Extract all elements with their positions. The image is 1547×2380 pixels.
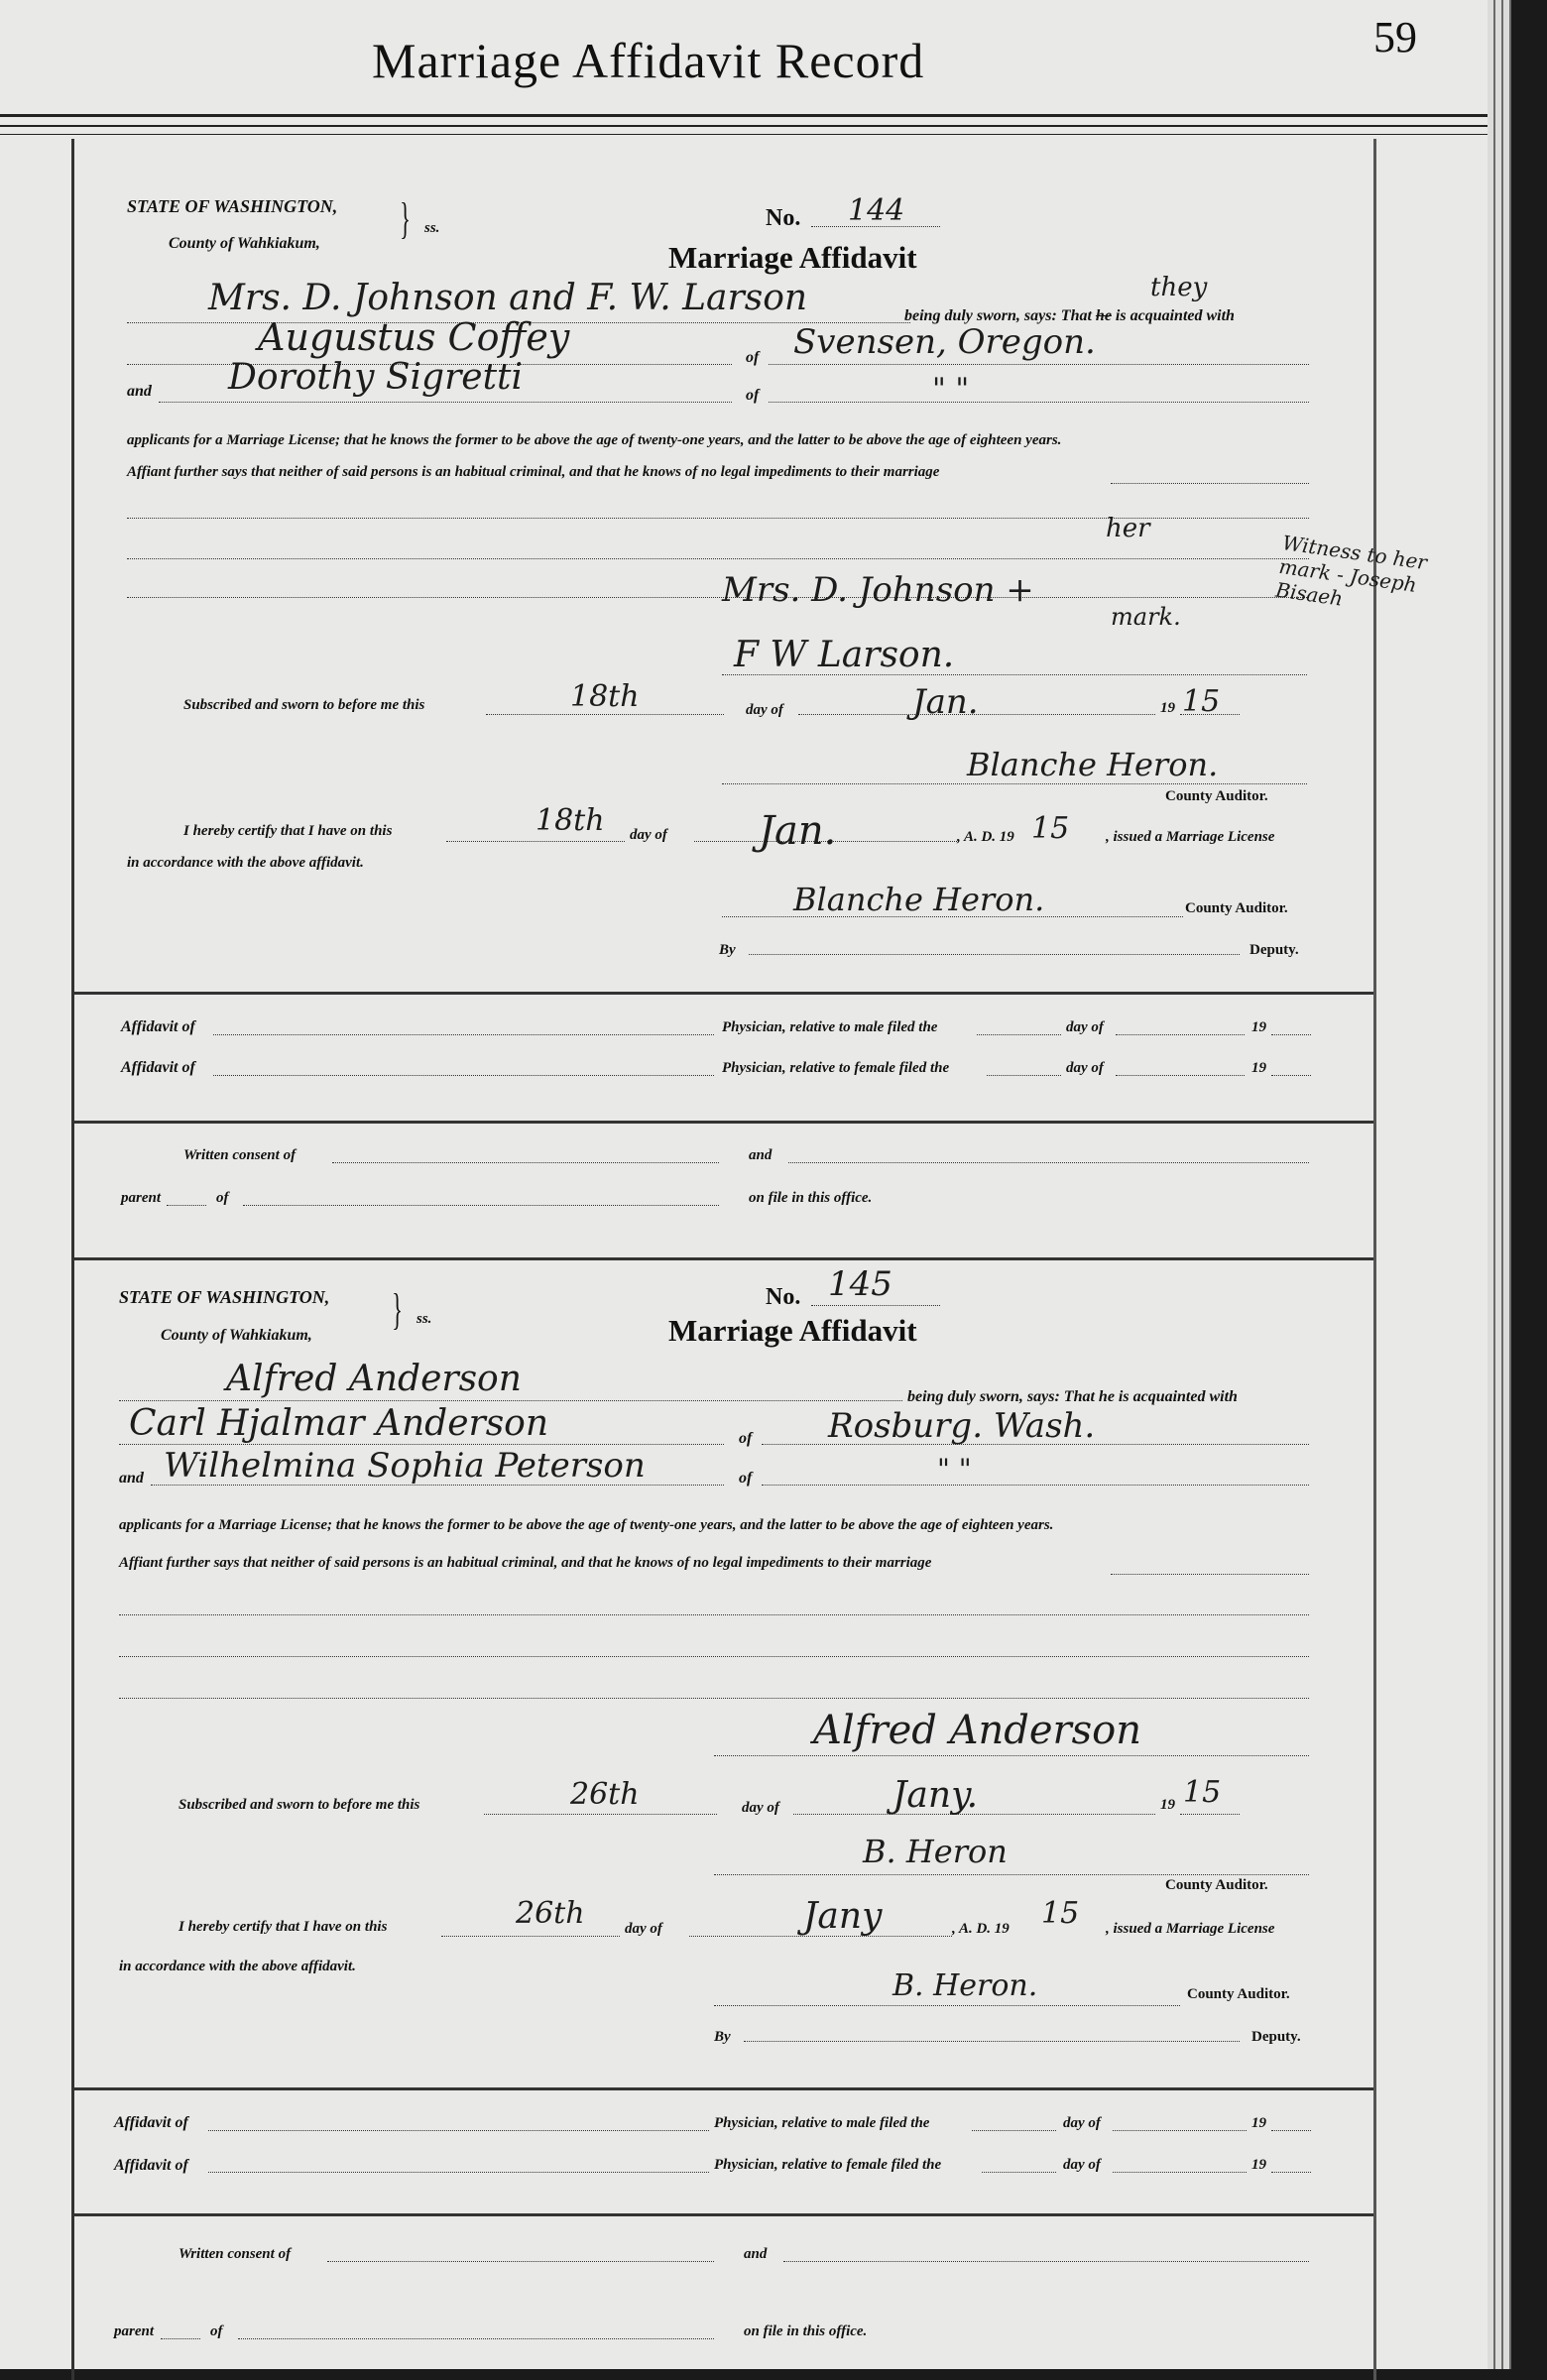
applicants-paragraph: applicants for a Marriage License; that he knows the former to be above the age of twenty-one years, and the latter to be above the age of eighteen years. [127, 432, 1062, 448]
subscribed-year: 15 [1183, 1775, 1222, 1810]
sworn-text: being duly sworn, says: That he is acquainted with [907, 1388, 1238, 1405]
signature-line [714, 1755, 1309, 1756]
filed-line [1271, 2130, 1311, 2131]
county-auditor-label: County Auditor. [1185, 900, 1288, 916]
section-separator [71, 992, 1373, 995]
certify-label: I hereby certify that I have on this [183, 823, 393, 839]
deputy-label: Deputy. [1251, 2029, 1301, 2045]
consent-line [332, 1162, 719, 1163]
year-prefix: 19 [1160, 1797, 1175, 1813]
and-label: and [119, 1470, 144, 1487]
and-label: and [744, 2246, 768, 2262]
filed-line [1113, 2130, 1247, 2131]
filed-line [1113, 2172, 1247, 2173]
header-rule [0, 134, 1488, 135]
affiant-further-paragraph: Affiant further says that neither of said persons is an habitual criminal, and that he knows of no legal impediments to their marriage [127, 464, 940, 480]
deputy-line [749, 954, 1240, 955]
day-of-label: day of [746, 702, 783, 718]
section-separator [71, 1121, 1373, 1124]
cert-day-of: day of [625, 1921, 662, 1937]
auditor-signature: B. Heron [863, 1833, 1008, 1870]
record-number: 145 [828, 1264, 892, 1304]
blank-line [119, 1614, 1309, 1615]
bride-residence-line [769, 402, 1309, 403]
page-title: Marriage Affidavit Record [372, 33, 925, 88]
year-line [1180, 714, 1240, 715]
consent-line [327, 2261, 714, 2262]
day-line [484, 1814, 717, 1815]
filed-line [1271, 1075, 1311, 1076]
sworn-correction: they [1150, 273, 1208, 302]
parent-label: parent [121, 1190, 162, 1206]
affidavit-of-label: Affidavit of [121, 1018, 195, 1035]
deputy-line [744, 2041, 1240, 2042]
year-prefix: 19 [1251, 2115, 1266, 2131]
blank-line [127, 558, 1309, 559]
filed-line [1116, 1075, 1245, 1076]
county-label: County of Wahkiakum, [161, 1327, 312, 1344]
county-auditor-label: County Auditor. [1165, 1877, 1268, 1893]
cert-day-line [446, 841, 625, 842]
affiant-name: Alfred Anderson [226, 1359, 522, 1399]
groom-line [119, 1444, 724, 1445]
page-number: 59 [1373, 13, 1417, 61]
county-auditor-label: County Auditor. [1165, 788, 1268, 804]
and-label: and [749, 1147, 773, 1163]
header-rule [0, 125, 1488, 127]
state-label: STATE OF WASHINGTON, [127, 196, 338, 216]
number-line [811, 1305, 940, 1306]
cert-day-of: day of [630, 827, 667, 843]
affidavit-line [213, 1075, 714, 1076]
physician-female-label: Physician, relative to female filed the [714, 2157, 942, 2173]
physician-male-label: Physician, relative to male filed the [722, 1019, 938, 1035]
impediments-line [1111, 1574, 1309, 1575]
parent-of-line [243, 1205, 719, 1206]
record-number-label: No. [766, 205, 801, 231]
of-label: of [746, 349, 760, 366]
cert-issued: , issued a Marriage License [1106, 1921, 1275, 1937]
sworn-text: being duly sworn, says: That he is acquainted with [904, 307, 1235, 324]
cert-month: Jany [803, 1896, 883, 1937]
day-of-label: day of [1063, 2115, 1101, 2131]
year-prefix: 19 [1160, 700, 1175, 716]
day-of-label: day of [1063, 2157, 1101, 2173]
subscribed-day: 18th [570, 679, 640, 714]
page-edge [1495, 0, 1503, 2369]
deputy-label: Deputy. [1250, 942, 1299, 958]
filed-line [987, 1075, 1061, 1076]
blank-line [119, 1656, 1309, 1657]
state-label: STATE OF WASHINGTON, [119, 1287, 330, 1307]
cert-ad: , A. D. 19 [952, 1921, 1010, 1937]
affidavit-line [208, 2130, 709, 2131]
year-prefix: 19 [1251, 1019, 1266, 1035]
mark-her: her [1106, 514, 1150, 543]
day-line [486, 714, 724, 715]
physician-male-label: Physician, relative to male filed the [714, 2115, 930, 2131]
blank-line [119, 1698, 1309, 1699]
subscribed-day: 26th [570, 1777, 640, 1812]
affidavit-of-label: Affidavit of [114, 2157, 188, 2174]
issuing-auditor-signature: B. Heron. [892, 1968, 1038, 2003]
affidavit-of-label: Affidavit of [114, 2114, 188, 2131]
consent-line [783, 2261, 1309, 2262]
impediments-line [1111, 483, 1309, 484]
bride-name: Wilhelmina Sophia Peterson [164, 1446, 646, 1486]
parent-label: parent [114, 2323, 155, 2339]
county-auditor-label: County Auditor. [1187, 1986, 1290, 2002]
second-signature: F W Larson. [734, 635, 955, 675]
groom-residence-line [769, 364, 1309, 365]
filed-line [1116, 1034, 1245, 1035]
cert-day: 18th [536, 803, 605, 838]
groom-residence: Rosburg. Wash. [828, 1406, 1096, 1446]
day-of-label: day of [742, 1800, 779, 1816]
year-line [1180, 1814, 1240, 1815]
bride-residence: " " [937, 1453, 972, 1486]
groom-name: Carl Hjalmar Anderson [129, 1403, 549, 1444]
cert-issued: , issued a Marriage License [1106, 829, 1275, 845]
affidavit-heading: Marriage Affidavit [668, 1313, 917, 1348]
of-label: of [739, 1470, 753, 1487]
bride-name: Dorothy Sigretti [228, 357, 524, 398]
county-label: County of Wahkiakum, [169, 235, 320, 252]
cert-day-line [441, 1936, 620, 1937]
consent-line [788, 1162, 1309, 1163]
affidavit-of-label: Affidavit of [121, 1059, 195, 1076]
of-label: of [746, 387, 760, 404]
record-number-label: No. [766, 1284, 801, 1310]
groom-name: Augustus Coffey [258, 315, 570, 359]
parent-of-line [238, 2338, 714, 2339]
bride-residence-line [762, 1485, 1309, 1486]
ss-label: ss. [416, 1311, 432, 1327]
written-consent-label: Written consent of [178, 2246, 292, 2262]
subscribed-month: Jan. [912, 682, 979, 722]
affidavit-line [208, 2172, 709, 2173]
ss-label: ss. [424, 220, 440, 236]
subscribed-label: Subscribed and sworn to before me this [183, 697, 425, 713]
and-label: and [127, 383, 152, 400]
auditor-line [714, 1874, 1309, 1875]
affidavit-heading: Marriage Affidavit [668, 240, 917, 275]
affiant-signature: Alfred Anderson [813, 1708, 1142, 1753]
mark-label: mark. [1111, 603, 1181, 631]
parent-line [167, 1205, 206, 1206]
day-of-label: day of [1066, 1060, 1104, 1076]
section-separator [71, 2087, 1373, 2090]
parent-line [161, 2338, 200, 2339]
affiant-name: Mrs. D. Johnson and F. W. Larson [208, 278, 808, 318]
written-consent-label: Written consent of [183, 1147, 297, 1163]
auditor-line [722, 783, 1307, 784]
issuing-auditor-signature: Blanche Heron. [793, 881, 1045, 918]
cert-ad: , A. D. 19 [957, 829, 1014, 845]
year-prefix: 19 [1251, 1060, 1266, 1076]
by-label: By [714, 2029, 731, 2045]
section-separator [71, 2213, 1373, 2216]
on-file-label: on file in this office. [749, 1190, 873, 1206]
brace: } [400, 194, 411, 243]
of-label: of [210, 2323, 223, 2339]
bride-residence: " " [932, 372, 970, 407]
filed-line [1271, 2172, 1311, 2173]
affidavit-line [213, 1034, 714, 1035]
cert-year: 15 [1041, 1896, 1080, 1931]
physician-female-label: Physician, relative to female filed the [722, 1060, 950, 1076]
record-separator [71, 1257, 1373, 1260]
affiant-signature: Mrs. D. Johnson + [722, 570, 1034, 610]
header-rule [0, 114, 1488, 117]
record-number: 144 [848, 193, 905, 228]
affiant-line [119, 1400, 902, 1401]
filed-line [1271, 1034, 1311, 1035]
day-of-label: day of [1066, 1019, 1104, 1035]
filed-line [977, 1034, 1061, 1035]
by-label: By [719, 942, 736, 958]
accordance-label: in accordance with the above affidavit. [127, 855, 364, 871]
applicants-paragraph: applicants for a Marriage License; that he knows the former to be above the age of twenty-one years, and the latter to be above the age of eighteen years. [119, 1517, 1054, 1533]
brace: } [392, 1285, 403, 1334]
filed-line [982, 2172, 1056, 2173]
cert-day: 26th [516, 1896, 585, 1931]
page-edge [1488, 0, 1495, 2369]
auditor-signature: Blanche Heron. [967, 746, 1219, 783]
subscribed-year: 15 [1182, 684, 1221, 719]
groom-residence: Svensen, Oregon. [793, 322, 1096, 362]
of-label: of [739, 1430, 753, 1447]
certify-label: I hereby certify that I have on this [178, 1919, 388, 1935]
subscribed-month: Jany. [892, 1775, 979, 1816]
on-file-label: on file in this office. [744, 2323, 868, 2339]
signature-line [127, 597, 1309, 598]
cert-month: Jan. [759, 808, 837, 854]
subscribed-label: Subscribed and sworn to before me this [178, 1797, 420, 1813]
year-prefix: 19 [1251, 2157, 1266, 2173]
auditor-line [714, 2005, 1180, 2006]
accordance-label: in accordance with the above affidavit. [119, 1959, 356, 1974]
witness-note: Witness to her mark - Joseph Bisaeh [1273, 531, 1429, 611]
cert-year: 15 [1031, 811, 1070, 846]
affiant-further-paragraph: Affiant further says that neither of said persons is an habitual criminal, and that he knows of no legal impediments to their marriage [119, 1555, 932, 1571]
filed-line [972, 2130, 1056, 2131]
of-label: of [216, 1190, 229, 1206]
page-edge [1503, 0, 1511, 2369]
bride-line [159, 402, 732, 403]
